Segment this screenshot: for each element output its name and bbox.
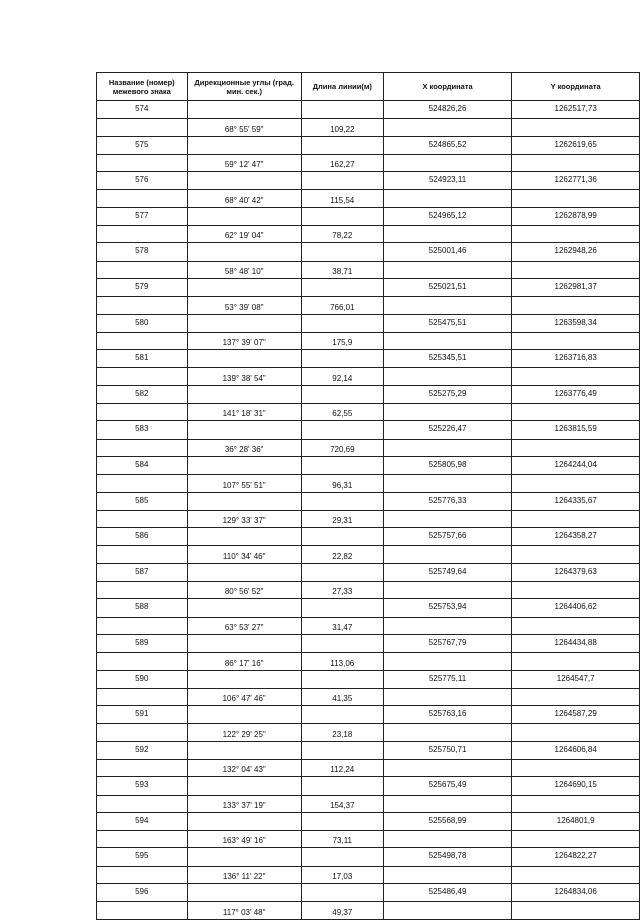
segment-row bbox=[97, 546, 640, 563]
length-cell-empty bbox=[301, 528, 383, 546]
x-cell-empty bbox=[383, 795, 512, 812]
marker-name: 583 bbox=[97, 421, 188, 439]
segment-row bbox=[97, 226, 640, 243]
y-cell-empty bbox=[512, 582, 640, 599]
line-length: 92,14 bbox=[301, 368, 383, 385]
line-length: 38,71 bbox=[301, 261, 383, 278]
x-coordinate: 525021,51 bbox=[383, 278, 512, 296]
x-coordinate: 525750,71 bbox=[383, 741, 512, 759]
x-cell-empty bbox=[383, 226, 512, 243]
x-coordinate: 525486,49 bbox=[383, 884, 512, 902]
y-coordinate: 1262948,26 bbox=[512, 243, 640, 261]
length-cell-empty bbox=[301, 741, 383, 759]
line-length: 62,55 bbox=[301, 404, 383, 421]
marker-row bbox=[97, 172, 640, 190]
x-coordinate: 525805,98 bbox=[383, 456, 512, 474]
x-coordinate: 524923,11 bbox=[383, 172, 512, 190]
direction-angle: 139° 38' 54" bbox=[187, 368, 301, 385]
line-length: 73,11 bbox=[301, 831, 383, 848]
name-cell-empty bbox=[97, 831, 188, 848]
line-length: 96,31 bbox=[301, 475, 383, 492]
y-cell-empty bbox=[512, 653, 640, 670]
segment-row bbox=[97, 866, 640, 883]
y-cell-empty bbox=[512, 724, 640, 741]
line-length: 49,37 bbox=[301, 902, 383, 919]
marker-name: 577 bbox=[97, 207, 188, 225]
marker-row bbox=[97, 421, 640, 439]
direction-angle: 68° 40' 42" bbox=[187, 190, 301, 207]
segment-row bbox=[97, 831, 640, 848]
length-cell-empty bbox=[301, 670, 383, 688]
x-coordinate: 525749,64 bbox=[383, 563, 512, 581]
y-cell-empty bbox=[512, 617, 640, 634]
length-cell-empty bbox=[301, 812, 383, 830]
length-cell-empty bbox=[301, 350, 383, 368]
length-cell-empty bbox=[301, 848, 383, 866]
x-cell-empty bbox=[383, 902, 512, 919]
x-coordinate: 524865,52 bbox=[383, 136, 512, 154]
marker-name: 576 bbox=[97, 172, 188, 190]
x-coordinate: 525767,79 bbox=[383, 634, 512, 652]
length-cell-empty bbox=[301, 136, 383, 154]
line-length: 162,27 bbox=[301, 154, 383, 171]
y-coordinate: 1264434,88 bbox=[512, 634, 640, 652]
angle-cell-empty bbox=[187, 314, 301, 332]
segment-row bbox=[97, 154, 640, 171]
x-coordinate: 525675,49 bbox=[383, 777, 512, 795]
direction-angle: 107° 55' 51" bbox=[187, 475, 301, 492]
x-cell-empty bbox=[383, 368, 512, 385]
angle-cell-empty bbox=[187, 421, 301, 439]
marker-name: 586 bbox=[97, 528, 188, 546]
x-coordinate: 525498,78 bbox=[383, 848, 512, 866]
name-cell-empty bbox=[97, 724, 188, 741]
marker-name: 594 bbox=[97, 812, 188, 830]
header-direction-angle: Дирекционные углы (град. мин. сек.) bbox=[187, 73, 301, 101]
length-cell-empty bbox=[301, 101, 383, 119]
marker-name: 584 bbox=[97, 456, 188, 474]
name-cell-empty bbox=[97, 688, 188, 705]
x-cell-empty bbox=[383, 190, 512, 207]
y-cell-empty bbox=[512, 297, 640, 314]
direction-angle: 86° 17' 16" bbox=[187, 653, 301, 670]
y-cell-empty bbox=[512, 546, 640, 563]
header-x-coordinate: X координата bbox=[383, 73, 512, 101]
length-cell-empty bbox=[301, 207, 383, 225]
angle-cell-empty bbox=[187, 456, 301, 474]
angle-cell-empty bbox=[187, 563, 301, 581]
y-coordinate: 1264406,62 bbox=[512, 599, 640, 617]
marker-row bbox=[97, 101, 640, 119]
x-cell-empty bbox=[383, 759, 512, 776]
direction-angle: 59° 12' 47" bbox=[187, 154, 301, 171]
name-cell-empty bbox=[97, 261, 188, 278]
y-cell-empty bbox=[512, 688, 640, 705]
name-cell-empty bbox=[97, 653, 188, 670]
direction-angle: 129° 33' 37" bbox=[187, 510, 301, 527]
x-coordinate: 525226,47 bbox=[383, 421, 512, 439]
header-row bbox=[97, 73, 640, 101]
y-cell-empty bbox=[512, 119, 640, 136]
angle-cell-empty bbox=[187, 350, 301, 368]
y-coordinate: 1263776,49 bbox=[512, 385, 640, 403]
angle-cell-empty bbox=[187, 278, 301, 296]
line-length: 175,9 bbox=[301, 332, 383, 349]
marker-row bbox=[97, 243, 640, 261]
x-coordinate: 525763,16 bbox=[383, 706, 512, 724]
direction-angle: 80° 56' 52" bbox=[187, 582, 301, 599]
length-cell-empty bbox=[301, 385, 383, 403]
angle-cell-empty bbox=[187, 172, 301, 190]
y-coordinate: 1263598,34 bbox=[512, 314, 640, 332]
length-cell-empty bbox=[301, 314, 383, 332]
segment-row bbox=[97, 724, 640, 741]
marker-row bbox=[97, 563, 640, 581]
line-length: 154,37 bbox=[301, 795, 383, 812]
angle-cell-empty bbox=[187, 884, 301, 902]
line-length: 41,35 bbox=[301, 688, 383, 705]
direction-angle: 117° 03' 48" bbox=[187, 902, 301, 919]
marker-name: 590 bbox=[97, 670, 188, 688]
marker-row bbox=[97, 741, 640, 759]
angle-cell-empty bbox=[187, 812, 301, 830]
angle-cell-empty bbox=[187, 634, 301, 652]
marker-row bbox=[97, 599, 640, 617]
x-coordinate: 525753,94 bbox=[383, 599, 512, 617]
y-cell-empty bbox=[512, 795, 640, 812]
x-cell-empty bbox=[383, 404, 512, 421]
line-length: 115,54 bbox=[301, 190, 383, 207]
marker-row bbox=[97, 812, 640, 830]
name-cell-empty bbox=[97, 439, 188, 456]
angle-cell-empty bbox=[187, 777, 301, 795]
marker-row bbox=[97, 136, 640, 154]
y-cell-empty bbox=[512, 332, 640, 349]
table-body bbox=[97, 101, 640, 920]
y-cell-empty bbox=[512, 154, 640, 171]
marker-name: 591 bbox=[97, 706, 188, 724]
marker-row bbox=[97, 314, 640, 332]
y-coordinate: 1262619,65 bbox=[512, 136, 640, 154]
marker-row bbox=[97, 350, 640, 368]
angle-cell-empty bbox=[187, 528, 301, 546]
name-cell-empty bbox=[97, 368, 188, 385]
y-coordinate: 1264547,7 bbox=[512, 670, 640, 688]
segment-row bbox=[97, 759, 640, 776]
length-cell-empty bbox=[301, 172, 383, 190]
x-coordinate: 525345,51 bbox=[383, 350, 512, 368]
marker-name: 595 bbox=[97, 848, 188, 866]
x-cell-empty bbox=[383, 261, 512, 278]
y-coordinate: 1264335,67 bbox=[512, 492, 640, 510]
y-coordinate: 1264358,27 bbox=[512, 528, 640, 546]
segment-row bbox=[97, 795, 640, 812]
line-length: 766,01 bbox=[301, 297, 383, 314]
y-cell-empty bbox=[512, 831, 640, 848]
y-coordinate: 1262878,99 bbox=[512, 207, 640, 225]
header-marker-name: Название (номер) межевого знака bbox=[97, 73, 188, 101]
marker-row bbox=[97, 207, 640, 225]
y-cell-empty bbox=[512, 190, 640, 207]
x-coordinate: 525775,11 bbox=[383, 670, 512, 688]
direction-angle: 63° 53' 27" bbox=[187, 617, 301, 634]
marker-name: 578 bbox=[97, 243, 188, 261]
segment-row bbox=[97, 368, 640, 385]
length-cell-empty bbox=[301, 456, 383, 474]
y-coordinate: 1263815,59 bbox=[512, 421, 640, 439]
header-y-coordinate: Y координата bbox=[512, 73, 640, 101]
name-cell-empty bbox=[97, 902, 188, 919]
line-length: 22,82 bbox=[301, 546, 383, 563]
marker-name: 580 bbox=[97, 314, 188, 332]
length-cell-empty bbox=[301, 777, 383, 795]
y-coordinate: 1262517,73 bbox=[512, 101, 640, 119]
x-cell-empty bbox=[383, 154, 512, 171]
marker-name: 588 bbox=[97, 599, 188, 617]
x-coordinate: 525757,66 bbox=[383, 528, 512, 546]
y-coordinate: 1264587,29 bbox=[512, 706, 640, 724]
direction-angle: 68° 55' 59" bbox=[187, 119, 301, 136]
marker-name: 592 bbox=[97, 741, 188, 759]
name-cell-empty bbox=[97, 546, 188, 563]
angle-cell-empty bbox=[187, 243, 301, 261]
y-coordinate: 1264606,84 bbox=[512, 741, 640, 759]
marker-row bbox=[97, 670, 640, 688]
x-cell-empty bbox=[383, 617, 512, 634]
y-coordinate: 1264822,27 bbox=[512, 848, 640, 866]
y-coordinate: 1262981,37 bbox=[512, 278, 640, 296]
x-cell-empty bbox=[383, 510, 512, 527]
length-cell-empty bbox=[301, 563, 383, 581]
y-cell-empty bbox=[512, 226, 640, 243]
marker-row bbox=[97, 777, 640, 795]
y-cell-empty bbox=[512, 902, 640, 919]
line-length: 29,31 bbox=[301, 510, 383, 527]
name-cell-empty bbox=[97, 795, 188, 812]
header-line-length: Длина линии(м) bbox=[301, 73, 383, 101]
name-cell-empty bbox=[97, 297, 188, 314]
marker-row bbox=[97, 492, 640, 510]
length-cell-empty bbox=[301, 706, 383, 724]
angle-cell-empty bbox=[187, 670, 301, 688]
x-coordinate: 525275,29 bbox=[383, 385, 512, 403]
length-cell-empty bbox=[301, 421, 383, 439]
x-cell-empty bbox=[383, 119, 512, 136]
direction-angle: 110° 34' 46" bbox=[187, 546, 301, 563]
x-cell-empty bbox=[383, 688, 512, 705]
x-coordinate: 524965,12 bbox=[383, 207, 512, 225]
line-length: 112,24 bbox=[301, 759, 383, 776]
marker-row bbox=[97, 528, 640, 546]
name-cell-empty bbox=[97, 866, 188, 883]
segment-row bbox=[97, 582, 640, 599]
length-cell-empty bbox=[301, 599, 383, 617]
angle-cell-empty bbox=[187, 706, 301, 724]
direction-angle: 53° 39' 08" bbox=[187, 297, 301, 314]
marker-name: 575 bbox=[97, 136, 188, 154]
segment-row bbox=[97, 510, 640, 527]
y-coordinate: 1264801,9 bbox=[512, 812, 640, 830]
name-cell-empty bbox=[97, 154, 188, 171]
name-cell-empty bbox=[97, 190, 188, 207]
y-cell-empty bbox=[512, 439, 640, 456]
marker-name: 596 bbox=[97, 884, 188, 902]
marker-name: 589 bbox=[97, 634, 188, 652]
line-length: 23,18 bbox=[301, 724, 383, 741]
name-cell-empty bbox=[97, 510, 188, 527]
direction-angle: 133° 37' 19" bbox=[187, 795, 301, 812]
y-cell-empty bbox=[512, 759, 640, 776]
x-cell-empty bbox=[383, 332, 512, 349]
angle-cell-empty bbox=[187, 492, 301, 510]
marker-row bbox=[97, 634, 640, 652]
marker-name: 582 bbox=[97, 385, 188, 403]
marker-row bbox=[97, 385, 640, 403]
direction-angle: 36° 28' 36" bbox=[187, 439, 301, 456]
name-cell-empty bbox=[97, 582, 188, 599]
direction-angle: 62° 19' 04" bbox=[187, 226, 301, 243]
marker-name: 585 bbox=[97, 492, 188, 510]
name-cell-empty bbox=[97, 475, 188, 492]
angle-cell-empty bbox=[187, 741, 301, 759]
x-cell-empty bbox=[383, 546, 512, 563]
length-cell-empty bbox=[301, 278, 383, 296]
x-coordinate: 524826,26 bbox=[383, 101, 512, 119]
segment-row bbox=[97, 190, 640, 207]
direction-angle: 122° 29' 25" bbox=[187, 724, 301, 741]
y-coordinate: 1262771,36 bbox=[512, 172, 640, 190]
segment-row bbox=[97, 332, 640, 349]
x-cell-empty bbox=[383, 475, 512, 492]
marker-row bbox=[97, 884, 640, 902]
name-cell-empty bbox=[97, 226, 188, 243]
length-cell-empty bbox=[301, 243, 383, 261]
segment-row bbox=[97, 688, 640, 705]
marker-row bbox=[97, 278, 640, 296]
line-length: 109,22 bbox=[301, 119, 383, 136]
marker-row bbox=[97, 456, 640, 474]
segment-row bbox=[97, 297, 640, 314]
length-cell-empty bbox=[301, 884, 383, 902]
segment-row bbox=[97, 653, 640, 670]
length-cell-empty bbox=[301, 492, 383, 510]
x-cell-empty bbox=[383, 724, 512, 741]
direction-angle: 132° 04' 43" bbox=[187, 759, 301, 776]
y-coordinate: 1264379,63 bbox=[512, 563, 640, 581]
line-length: 31,47 bbox=[301, 617, 383, 634]
y-cell-empty bbox=[512, 404, 640, 421]
segment-row bbox=[97, 902, 640, 919]
marker-name: 593 bbox=[97, 777, 188, 795]
segment-row bbox=[97, 261, 640, 278]
line-length: 27,33 bbox=[301, 582, 383, 599]
direction-angle: 58° 48' 10" bbox=[187, 261, 301, 278]
direction-angle: 136° 11' 22" bbox=[187, 866, 301, 883]
line-length: 720,69 bbox=[301, 439, 383, 456]
y-coordinate: 1264244,04 bbox=[512, 456, 640, 474]
x-coordinate: 525475,51 bbox=[383, 314, 512, 332]
marker-row bbox=[97, 706, 640, 724]
line-length: 113,06 bbox=[301, 653, 383, 670]
direction-angle: 137° 39' 07" bbox=[187, 332, 301, 349]
angle-cell-empty bbox=[187, 385, 301, 403]
marker-name: 581 bbox=[97, 350, 188, 368]
angle-cell-empty bbox=[187, 136, 301, 154]
angle-cell-empty bbox=[187, 848, 301, 866]
x-cell-empty bbox=[383, 831, 512, 848]
x-cell-empty bbox=[383, 582, 512, 599]
x-coordinate: 525001,46 bbox=[383, 243, 512, 261]
x-coordinate: 525776,33 bbox=[383, 492, 512, 510]
segment-row bbox=[97, 439, 640, 456]
name-cell-empty bbox=[97, 119, 188, 136]
y-coordinate: 1264834,06 bbox=[512, 884, 640, 902]
length-cell-empty bbox=[301, 634, 383, 652]
y-coordinate: 1264690,15 bbox=[512, 777, 640, 795]
angle-cell-empty bbox=[187, 599, 301, 617]
name-cell-empty bbox=[97, 404, 188, 421]
direction-angle: 141° 18' 31" bbox=[187, 404, 301, 421]
name-cell-empty bbox=[97, 617, 188, 634]
x-cell-empty bbox=[383, 653, 512, 670]
y-cell-empty bbox=[512, 510, 640, 527]
x-cell-empty bbox=[383, 866, 512, 883]
x-cell-empty bbox=[383, 439, 512, 456]
x-cell-empty bbox=[383, 297, 512, 314]
direction-angle: 163° 49' 16" bbox=[187, 831, 301, 848]
y-cell-empty bbox=[512, 261, 640, 278]
x-coordinate: 525568,99 bbox=[383, 812, 512, 830]
line-length: 78,22 bbox=[301, 226, 383, 243]
segment-row bbox=[97, 404, 640, 421]
marker-row bbox=[97, 848, 640, 866]
marker-name: 579 bbox=[97, 278, 188, 296]
marker-name: 574 bbox=[97, 101, 188, 119]
segment-row bbox=[97, 475, 640, 492]
name-cell-empty bbox=[97, 759, 188, 776]
y-cell-empty bbox=[512, 475, 640, 492]
segment-row bbox=[97, 119, 640, 136]
segment-row bbox=[97, 617, 640, 634]
marker-name: 587 bbox=[97, 563, 188, 581]
name-cell-empty bbox=[97, 332, 188, 349]
line-length: 17,03 bbox=[301, 866, 383, 883]
y-cell-empty bbox=[512, 866, 640, 883]
y-cell-empty bbox=[512, 368, 640, 385]
direction-angle: 106° 47' 46" bbox=[187, 688, 301, 705]
angle-cell-empty bbox=[187, 101, 301, 119]
angle-cell-empty bbox=[187, 207, 301, 225]
boundary-coordinates-table bbox=[96, 72, 640, 920]
y-coordinate: 1263716,83 bbox=[512, 350, 640, 368]
